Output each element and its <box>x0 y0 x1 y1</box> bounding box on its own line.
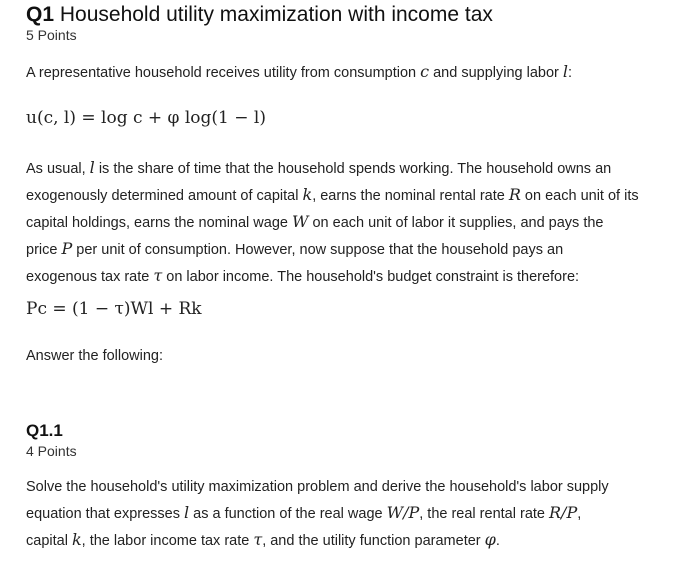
paragraph-line: capital holdings, earns the nominal wage W on each unit of labor it supplies, and pays the <box>26 212 604 231</box>
subquestion-paragraph <box>26 475 686 554</box>
question-title-text: Household utility maximization with income tax <box>59 3 493 26</box>
question-number: Q1 <box>26 3 55 26</box>
paragraph-line: exogenous tax rate τ on labor income. The household's budget constraint is therefore: <box>26 266 580 285</box>
paragraph-line: As usual, l is the share of time that the household spends working. The household owns an <box>26 158 612 177</box>
var-c: c <box>420 62 430 81</box>
question-points: 5 Points <box>26 27 77 43</box>
question-title <box>26 2 493 28</box>
subquestion-points: 4 Points <box>26 443 77 459</box>
paragraph-line: exogenously determined amount of capital k, earns the nominal rental rate R on each unit of its <box>26 185 639 204</box>
utility-equation: u(c, l) = log c + φ log(1 − l) <box>26 108 266 128</box>
question-intro: A representative household receives utility from consumption c and supplying labor l: <box>26 62 573 81</box>
paragraph-line: Solve the household's utility maximization problem and derive the household's labor supply <box>26 479 609 495</box>
paragraph-line: equation that expresses l as a function of the real wage W/P, the real rental rate R/P, <box>26 503 582 522</box>
budget-equation: Pc = (1 − τ)Wl + Rk <box>26 299 202 319</box>
answer-prompt: Answer the following: <box>26 348 164 364</box>
var-l: l <box>562 62 569 81</box>
paragraph-line: capital k, the labor income tax rate τ, and the utility function parameter φ. <box>26 530 500 549</box>
question-paragraph <box>26 155 686 290</box>
subquestion-number: Q1.1 <box>26 421 63 440</box>
paragraph-line: price P per unit of consumption. However, now suppose that the household pays an <box>26 239 564 258</box>
